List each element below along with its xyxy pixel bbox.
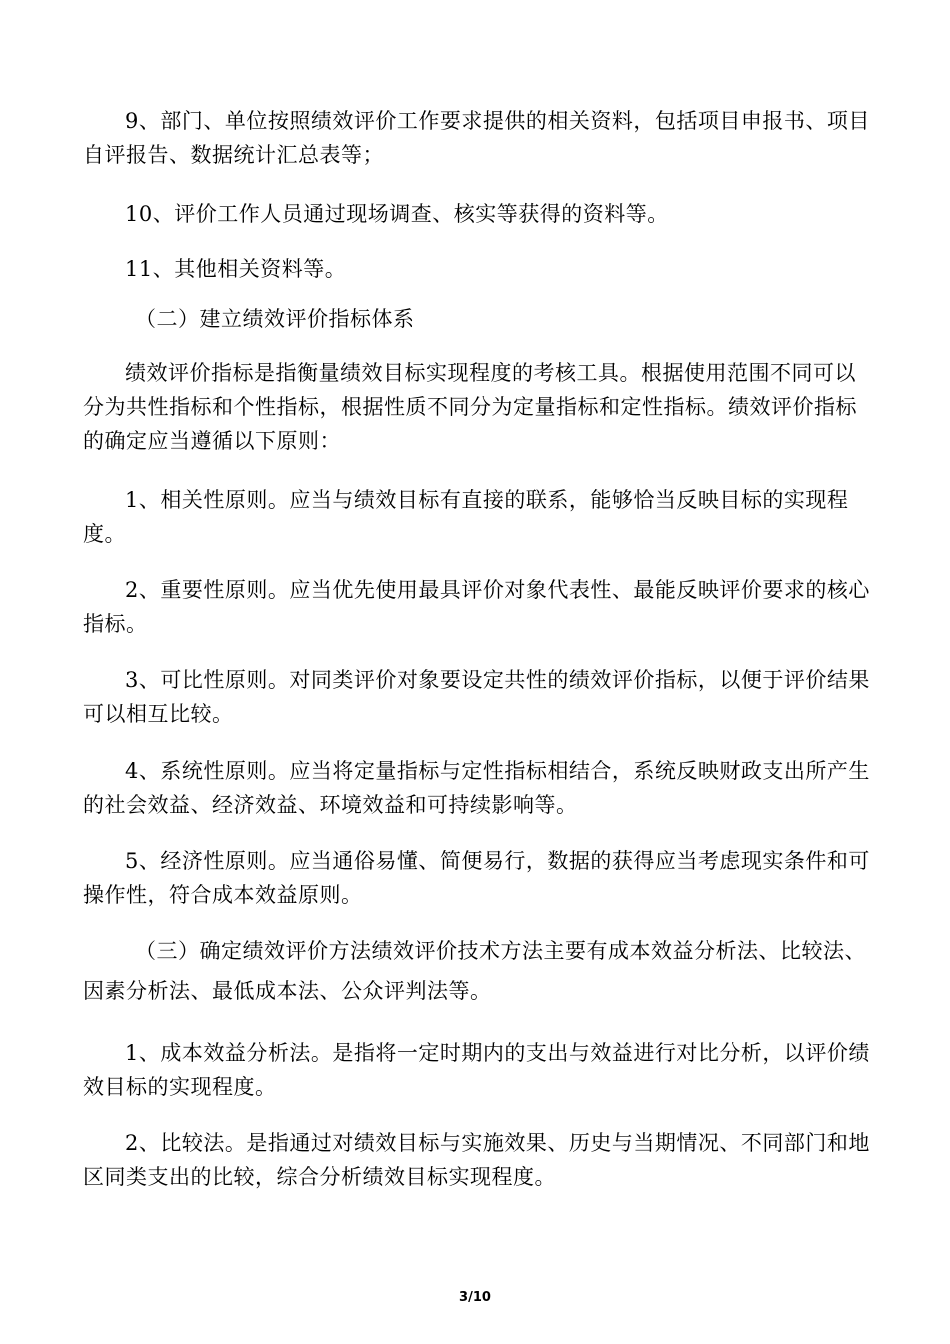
method-comparison: 2、比较法。是指通过对绩效目标与实施效果、历史与当期情况、不同部门和地区同类支出的比较，综合分析绩效目标实现程度。 [83,1131,870,1189]
principle-importance: 2、重要性原则。应当优先使用最具评价对象代表性、最能反映评价要求的核心指标。 [83,578,870,636]
principle-comparability: 3、可比性原则。对同类评价对象要设定共性的绩效评价指标，以便于评价结果可以相互比较。 [83,668,870,726]
principle-economy: 5、经济性原则。应当通俗易懂、简便易行，数据的获得应当考虑现实条件和可操作性，符合成本效益原则。 [83,849,870,907]
principle-systematic: 4、系统性原则。应当将定量指标与定性指标相结合，系统反映财政支出所产生的社会效益、经济效益、环境效益和可持续影响等。 [83,759,870,817]
method-cost-benefit: 1、成本效益分析法。是指将一定时期内的支出与效益进行对比分析，以评价绩效目标的实现程度。 [83,1041,870,1099]
paragraph-indicator-intro: 绩效评价指标是指衡量绩效目标实现程度的考核工具。根据使用范围不同可以分为共性指标和个性指标，根据性质不同分为定量指标和定性指标。绩效评价指标的确定应当遵循以下原则： [83,361,857,453]
section-heading-2: （二）建立绩效评价指标体系 [135,307,415,331]
page-number: 3/10 [459,1290,491,1305]
paragraph-item-10: 10、评价工作人员通过现场调查、核实等获得的资料等。 [125,202,669,226]
section-heading-3: （三）确定绩效评价方法绩效评价技术方法主要有成本效益分析法、比较法、因素分析法、最低成本法、公众评判法等。 [83,939,866,1003]
principle-relevance: 1、相关性原则。应当与绩效目标有直接的联系，能够恰当反映目标的实现程度。 [83,488,849,546]
paragraph-item-11: 11、其他相关资料等。 [125,257,347,281]
paragraph-item-9: 9、部门、单位按照绩效评价工作要求提供的相关资料，包括项目申报书、项目自评报告、数据统计汇总表等； [83,109,870,167]
